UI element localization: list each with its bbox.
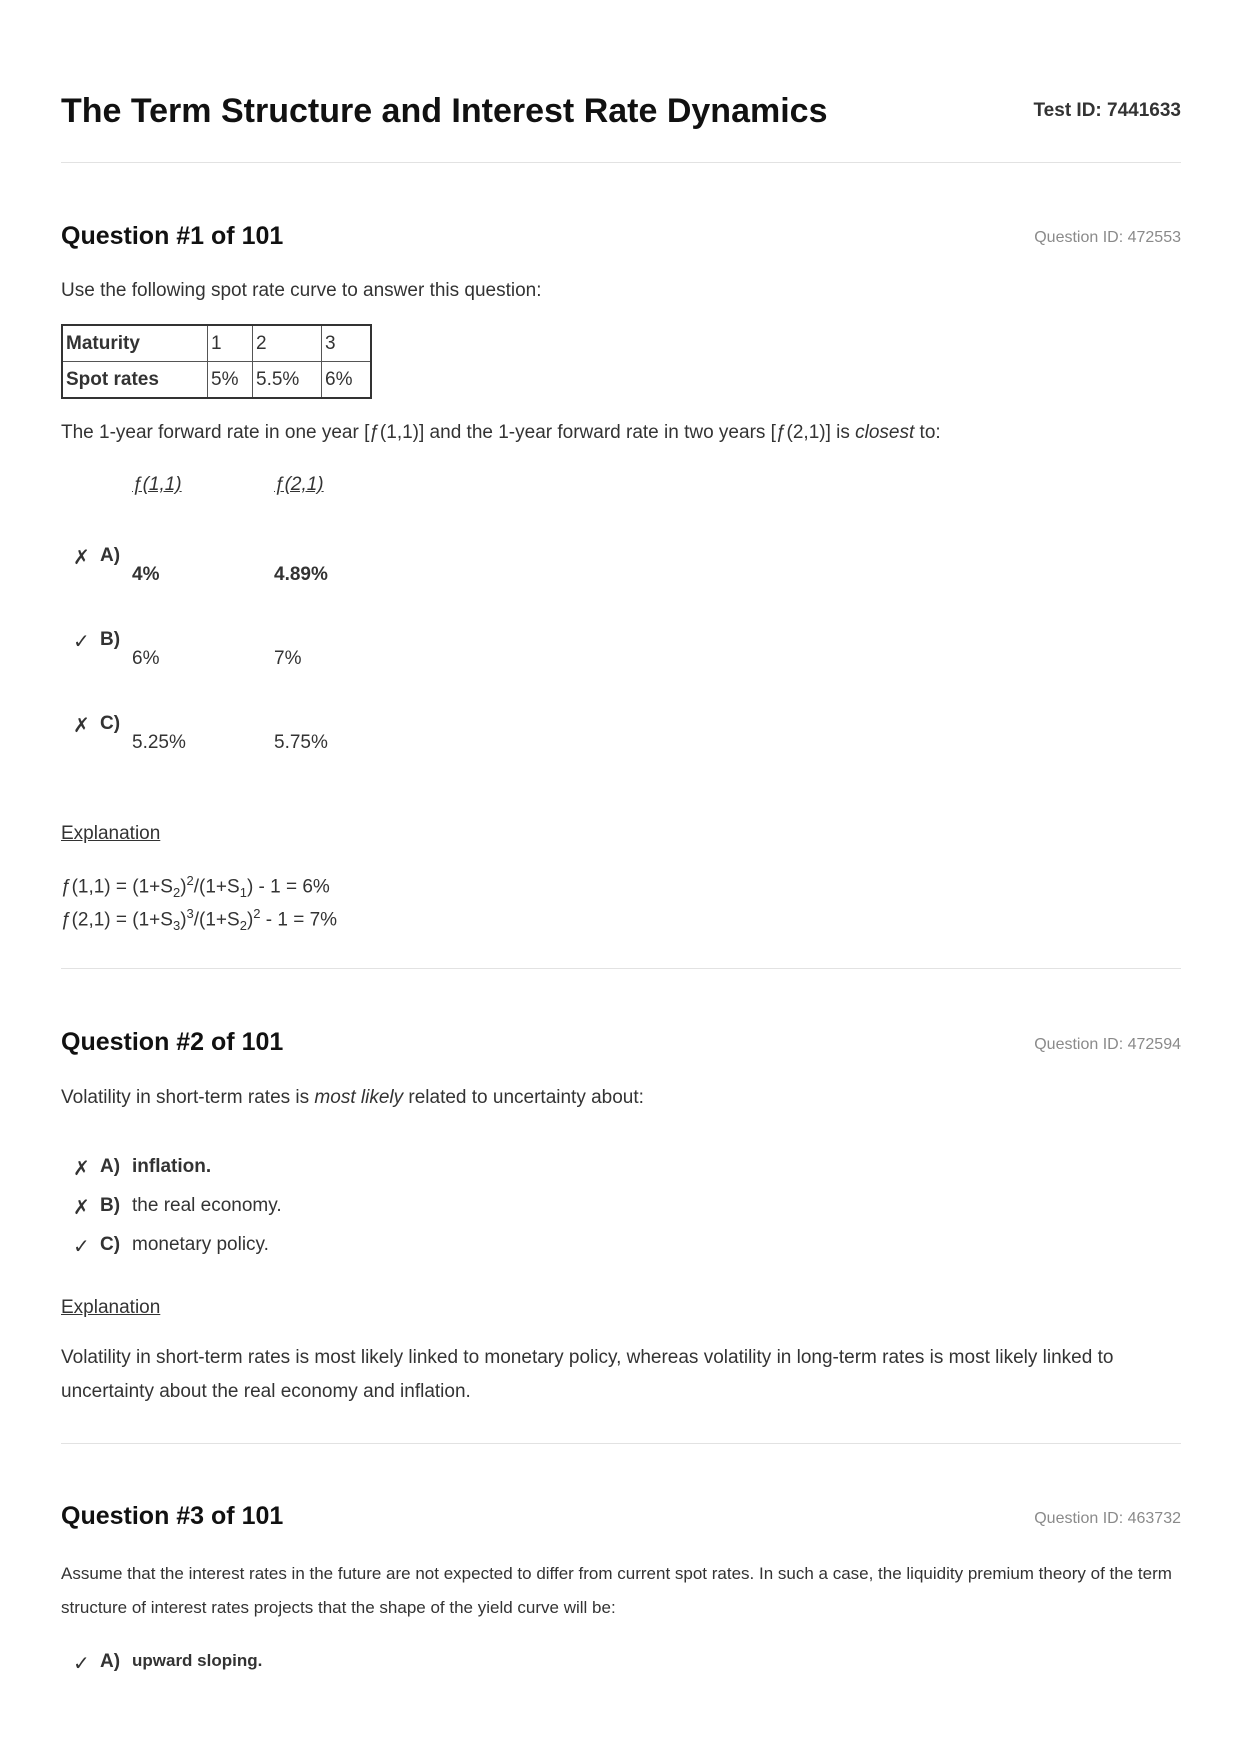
stem-text: The 1-year forward rate in one year [ƒ(1,1)] and the 1-year forward rate in two years [ƒ(2,1)] is xyxy=(61,422,856,443)
option-text: inflation. xyxy=(132,1156,212,1177)
option-text: the real economy. xyxy=(132,1195,282,1216)
question-divider xyxy=(61,1443,1181,1444)
stem-text: related to uncertainty about: xyxy=(403,1087,644,1108)
question-2-id: Question ID: 472594 xyxy=(1034,1036,1181,1053)
formula-part: ) xyxy=(180,909,187,931)
table-cell: 1 xyxy=(208,325,253,362)
spot-rate-table xyxy=(61,324,372,399)
table-cell: Maturity xyxy=(62,325,208,362)
header-divider xyxy=(61,162,1181,163)
question-1-id: Question ID: 472553 xyxy=(1034,229,1181,246)
formula-part: ƒ(1,1) = (1+S xyxy=(61,876,173,898)
stem-emphasis: closest xyxy=(855,422,915,443)
stem-emphasis: most likely xyxy=(314,1087,404,1108)
test-id: Test ID: 7441633 xyxy=(1033,100,1181,121)
formula-part: /(1+S xyxy=(193,909,240,931)
table-row xyxy=(62,362,371,399)
option-value: 4% xyxy=(132,564,160,585)
stem-text: to: xyxy=(914,422,941,443)
explanation-label: Explanation xyxy=(61,1297,161,1318)
question-1-title: Question #1 of 101 xyxy=(61,222,284,250)
option-letter: B) xyxy=(100,1195,121,1216)
formula-part: ƒ(2,1) = (1+S xyxy=(61,909,173,931)
formula-part: /(1+S xyxy=(193,876,240,898)
table-cell: 5% xyxy=(208,362,253,399)
option-value: 6% xyxy=(132,648,160,669)
explanation-label: Explanation xyxy=(61,823,161,844)
option-value: 5.25% xyxy=(132,732,186,753)
document-header xyxy=(61,92,1181,132)
column-header-f21: ƒ(2,1) xyxy=(274,474,324,495)
question-3-stem: Assume that the interest rates in the future are not expected to differ from current spot rates. In such a case, the liquidity premium theory of the term structure of interest rates projects that the shape of the yield curve will be: xyxy=(61,1564,1172,1617)
option-value: 7% xyxy=(274,648,302,669)
option-text: monetary policy. xyxy=(132,1234,269,1255)
document-title: The Term Structure and Interest Rate Dynamics xyxy=(61,92,828,130)
formula-part: 2 xyxy=(186,873,194,888)
table-cell: Spot rates xyxy=(62,362,208,399)
option-letter: A) xyxy=(100,1651,121,1672)
formula-part: 2 xyxy=(253,906,261,921)
cross-icon: ✗ xyxy=(73,1197,90,1219)
question-2-title: Question #2 of 101 xyxy=(61,1028,284,1056)
question-divider xyxy=(61,968,1181,969)
question-2-stem xyxy=(61,1081,1181,1115)
option-letter: B) xyxy=(100,629,121,650)
table-cell: 5.5% xyxy=(253,362,322,399)
option-letter: A) xyxy=(100,545,121,566)
table-cell: 6% xyxy=(322,362,372,399)
column-header-f11: ƒ(1,1) xyxy=(132,474,182,495)
formula-f21 xyxy=(61,906,337,933)
formula-part: - 1 = 7% xyxy=(260,909,338,931)
option-value: 5.75% xyxy=(274,732,328,753)
question-1-intro: Use the following spot rate curve to answer this question: xyxy=(61,280,542,301)
formula-part: ) xyxy=(180,876,187,898)
question-3-id: Question ID: 463732 xyxy=(1034,1510,1181,1527)
option-text: upward sloping. xyxy=(132,1651,263,1670)
formula-f11 xyxy=(61,873,330,900)
option-value: 4.89% xyxy=(274,564,328,585)
option-letter: C) xyxy=(100,1234,121,1255)
table-cell: 2 xyxy=(253,325,322,362)
question-3-title: Question #3 of 101 xyxy=(61,1502,284,1530)
formula-part: ) xyxy=(246,909,254,931)
check-icon: ✓ xyxy=(73,1236,90,1258)
table-cell: 3 xyxy=(322,325,372,362)
option-letter: A) xyxy=(100,1156,121,1177)
formula-part: 1 xyxy=(239,885,247,901)
formula-part: 3 xyxy=(172,918,181,934)
option-letter: C) xyxy=(100,713,121,734)
check-icon: ✓ xyxy=(73,631,90,653)
formula-part: 3 xyxy=(186,906,194,921)
cross-icon: ✗ xyxy=(73,547,90,569)
table-row xyxy=(62,325,371,362)
cross-icon: ✗ xyxy=(73,715,90,737)
stem-text: Volatility in short-term rates is xyxy=(61,1087,315,1108)
question-1-stem xyxy=(61,416,1181,450)
formula-part: 2 xyxy=(239,918,247,934)
explanation-text: Volatility in short-term rates is most likely linked to monetary policy, whereas volatility in long-term rates is most likely linked to uncertainty about the real economy and inflation. xyxy=(61,1347,1114,1402)
formula-part: 2 xyxy=(172,885,181,901)
check-icon: ✓ xyxy=(73,1653,90,1675)
formula-part: ) - 1 = 6% xyxy=(246,876,330,898)
cross-icon: ✗ xyxy=(73,1158,90,1180)
